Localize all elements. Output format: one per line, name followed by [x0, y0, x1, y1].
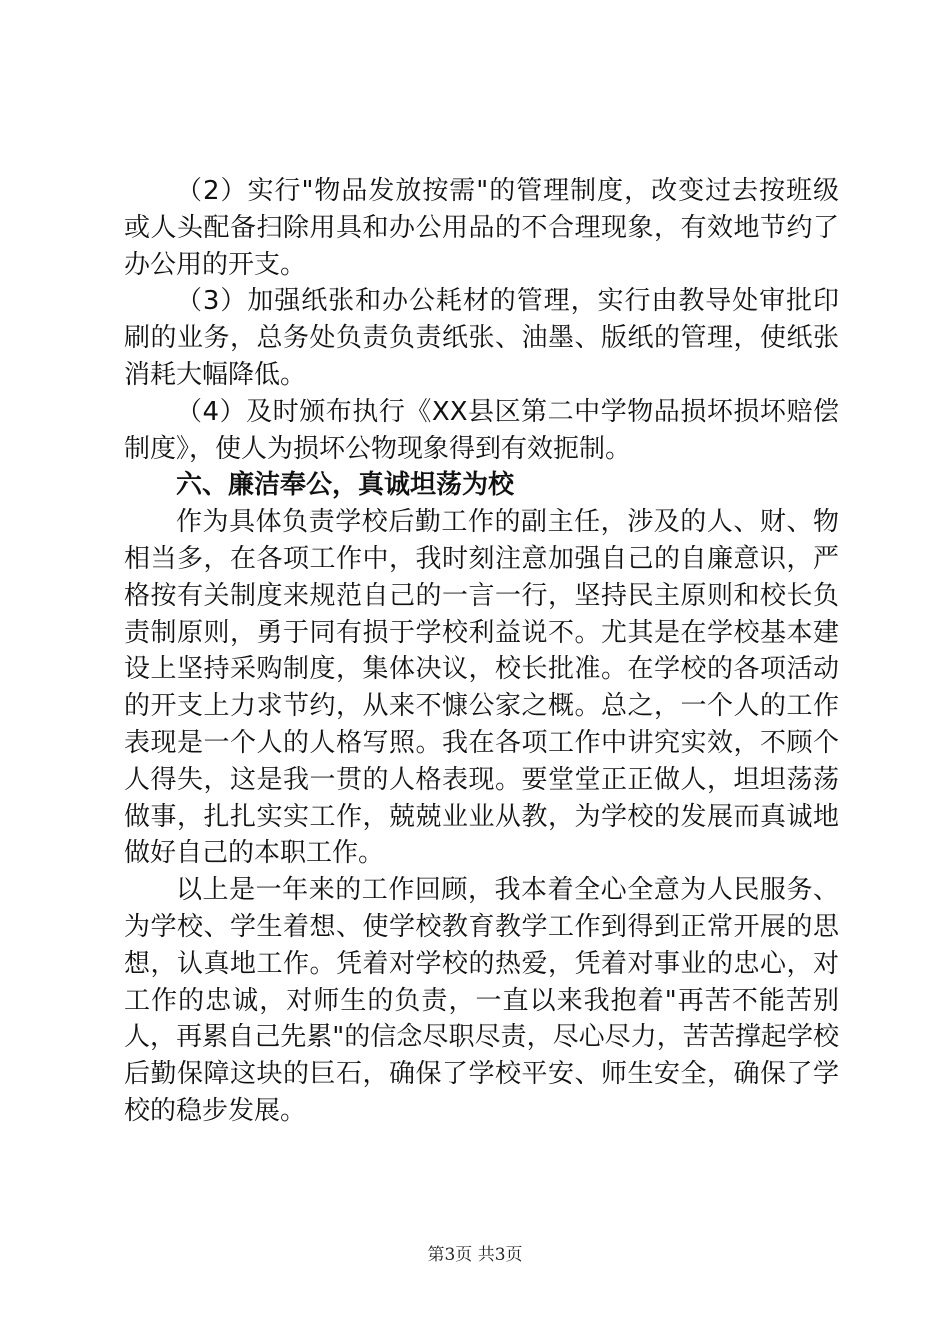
- paragraph-conclusion: 以上是一年来的工作回顾，我本着全心全意为人民服务、为学校、学生着想、使学校教育教学工作到得到正常开展的思想，认真地工作。凭着对学校的热爱，凭着对事业的忠心，对工作的忠诚，对师生的负责，一直以来我抱着"再苦不能苦别人，再累自己先累"的信念尽职尽责，尽心尽力，苦苦撑起学校后勤保障这块的巨石，确保了学校平安、师生安全，确保了学校的稳步发展。: [124, 875, 839, 1126]
- section-heading: 六、廉洁奉公，真诚坦荡为校: [176, 470, 515, 501]
- paragraph-item-2: （2）实行"物品发放按需"的管理制度，改变过去按班级或人头配备扫除用具和办公用品的不合理现象，有效地节约了办公用的开支。: [124, 176, 839, 280]
- document-body: [124, 173, 839, 1130]
- page-footer: 第3页 共3页: [427, 1245, 523, 1265]
- paragraph-section-body: 作为具体负责学校后勤工作的副主任，涉及的人、财、物相当多，在各项工作中，我时刻注意加强自己的自廉意识，严格按有关制度来规范自己的一言一行，坚持民主原则和校长负责制原则，勇于同有损于学校利益说不。尤其是在学校基本建设上坚持采购制度，集体决议，校长批准。在学校的各项活动的开支上力求节约，从来不慷公家之概。总之，一个人的工作表现是一个人的人格写照。我在各项工作中讲究实效，不顾个人得失，这是我一贯的人格表现。要堂堂正正做人，坦坦荡荡做事，扎扎实实工作，兢兢业业从教，为学校的发展而真诚地做好自己的本职工作。: [124, 507, 839, 869]
- paragraph-item-4: （4）及时颁布执行《XX县区第二中学物品损坏损坏赔偿制度》，使人为损坏公物现象得到有效扼制。: [124, 396, 839, 464]
- paragraph-item-3: （3）加强纸张和办公耗材的管理，实行由教导处审批印刷的业务，总务处负责负责纸张、油墨、版纸的管理，使纸张消耗大幅降低。: [124, 286, 839, 390]
